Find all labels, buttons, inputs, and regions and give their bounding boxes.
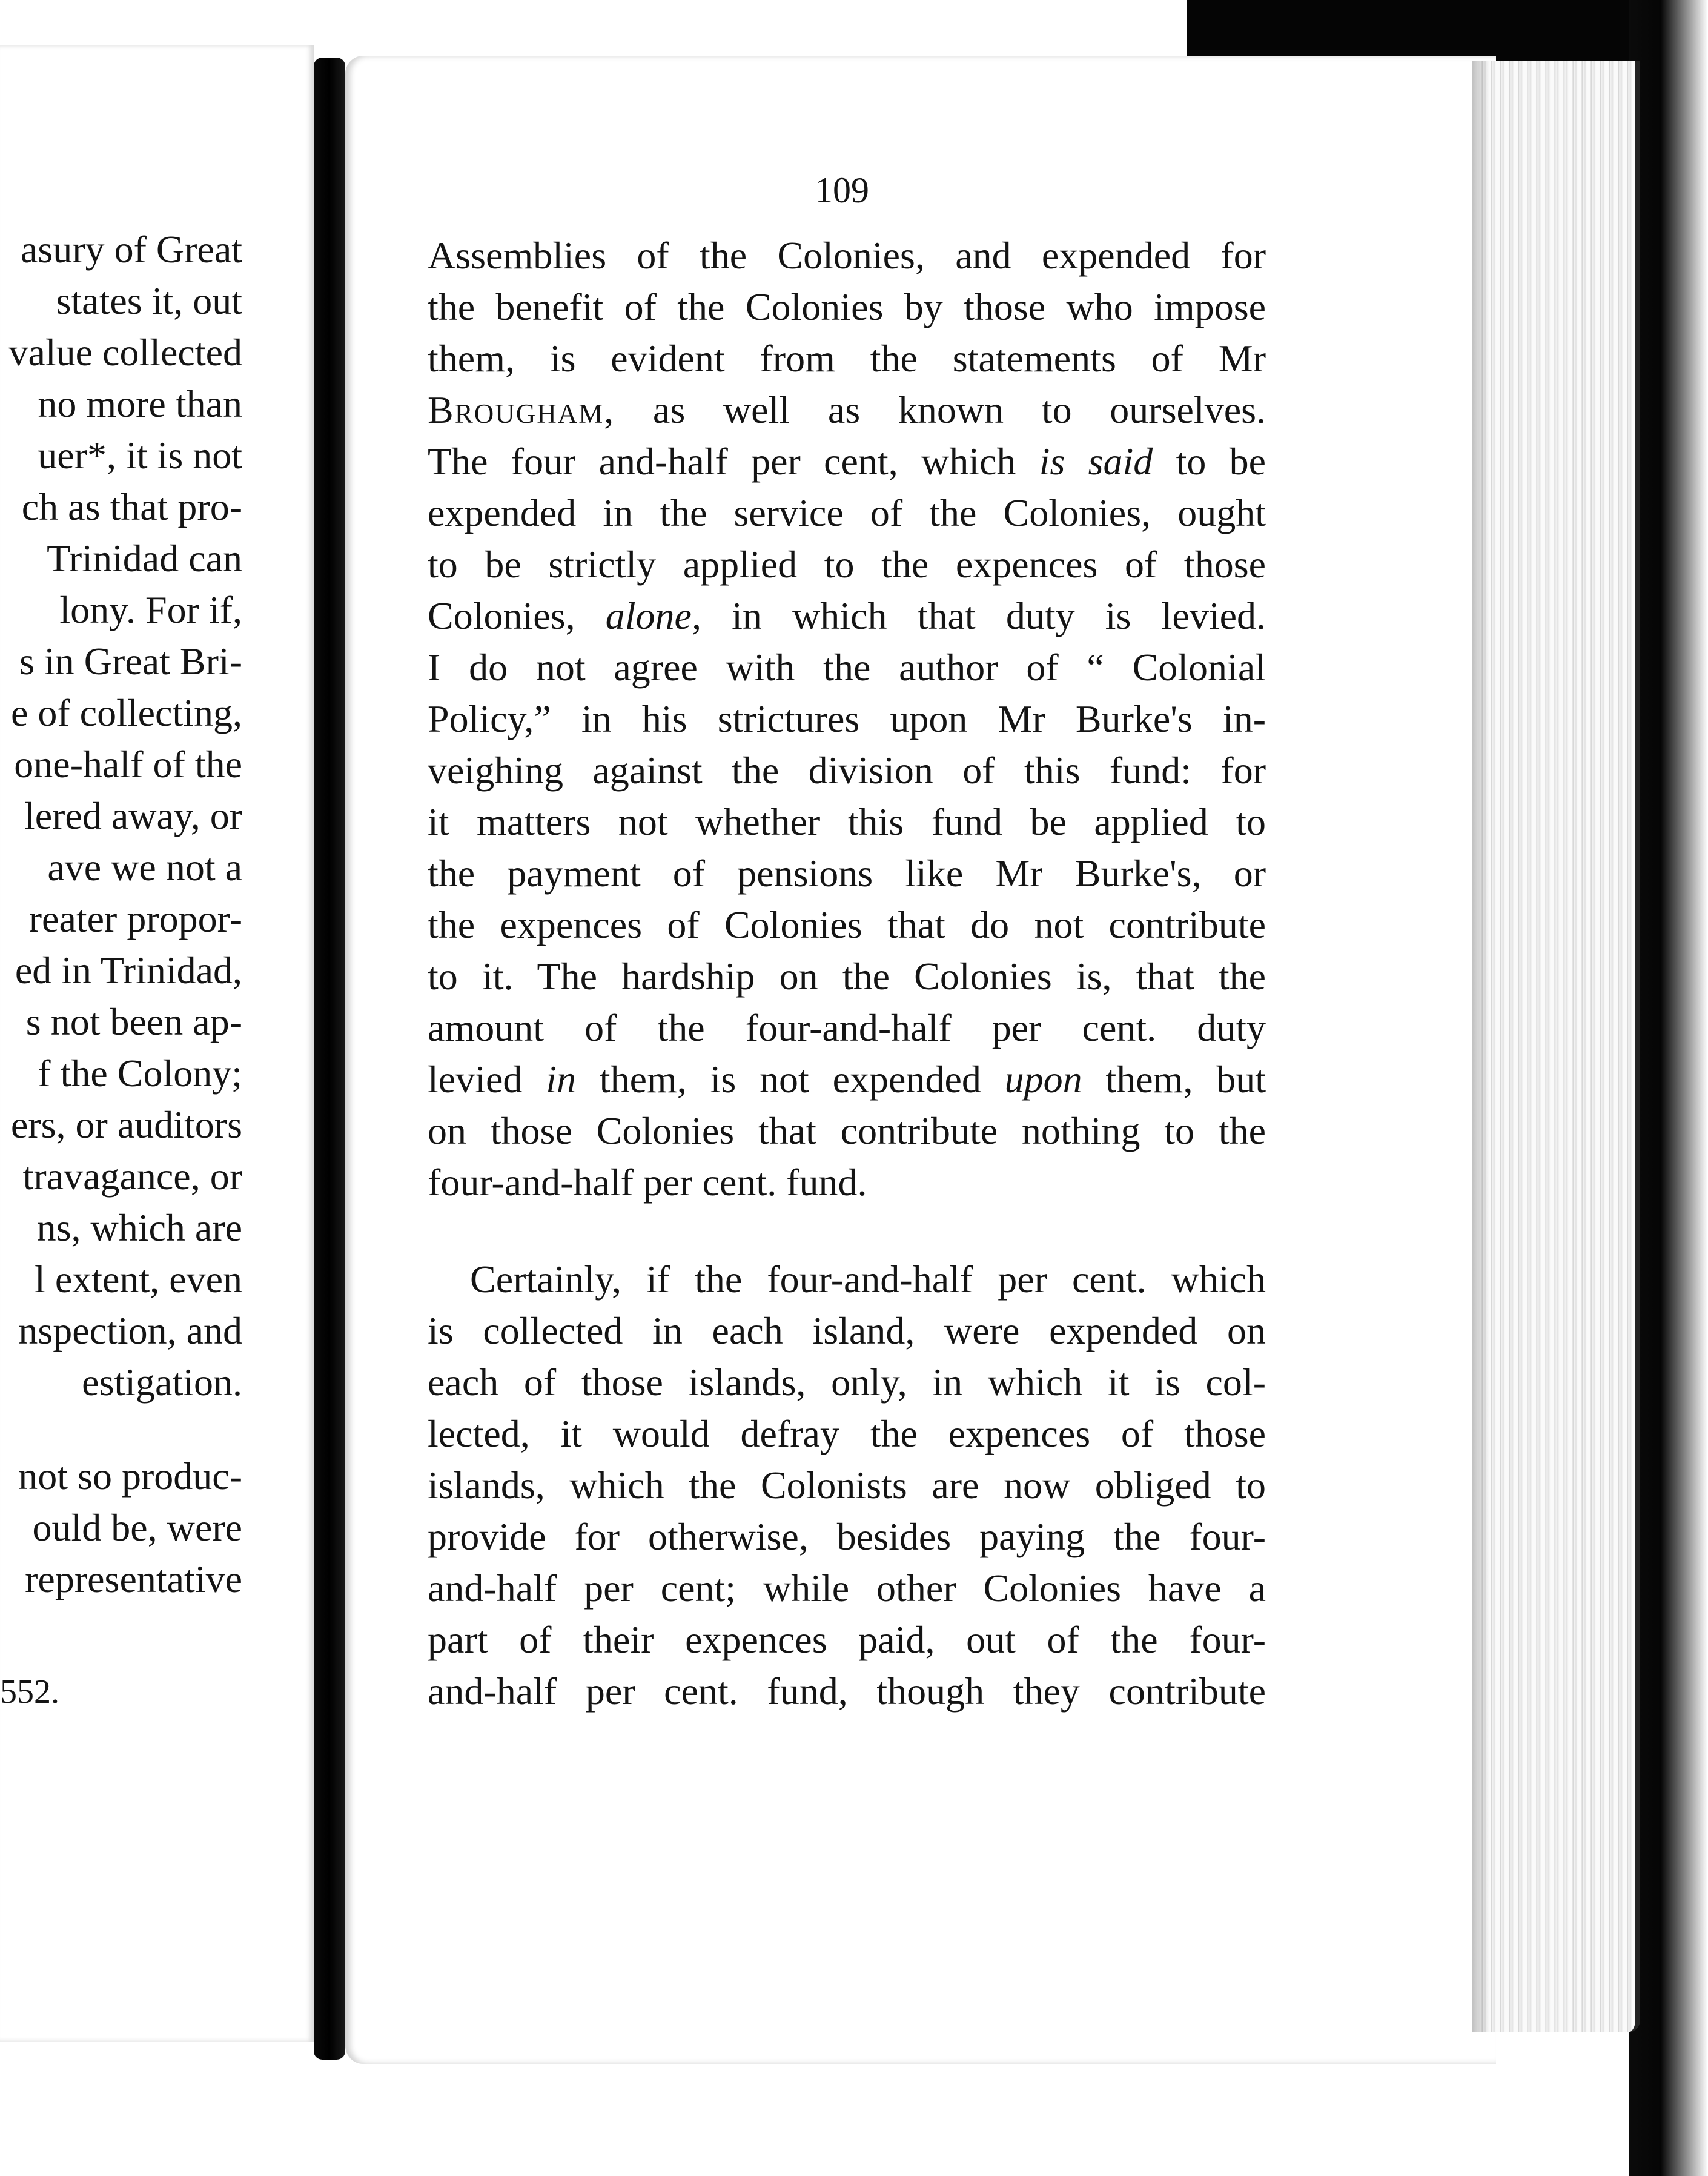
left-line: ave we not a bbox=[47, 846, 242, 889]
book-gutter bbox=[314, 58, 345, 2060]
text-line: provide for otherwise, besides paying the four- bbox=[428, 1515, 1266, 1558]
left-line: representative bbox=[25, 1557, 242, 1600]
text-line: the expences of Colonies that do not contribute bbox=[428, 903, 1266, 946]
italic-emphasis: upon bbox=[1004, 1058, 1082, 1101]
left-line: uer*, it is not bbox=[38, 434, 242, 477]
left-line: value collected bbox=[8, 331, 242, 374]
text-line: it matters not whether this fund be applied to bbox=[428, 800, 1266, 843]
text-line: part of their expences paid, out of the four- bbox=[428, 1618, 1266, 1661]
left-line: e of collecting, bbox=[10, 691, 242, 734]
text-line: the payment of pensions like Mr Burke's, or bbox=[428, 852, 1266, 895]
left-line: states it, out bbox=[56, 279, 242, 322]
left-line: lered away, or bbox=[24, 794, 242, 837]
name-brougham: Brougham, bbox=[428, 388, 615, 431]
left-line: ould be, were bbox=[32, 1506, 242, 1549]
left-line: travagance, or bbox=[22, 1155, 242, 1198]
text-line: The four and-half per cent, which is said to be bbox=[428, 440, 1266, 483]
text-line: and-half per cent; while other Colonies have a bbox=[428, 1567, 1266, 1610]
left-line: Trinidad can bbox=[47, 537, 242, 580]
text-line: the benefit of the Colonies by those who impose bbox=[428, 285, 1266, 328]
italic-emphasis: alone, bbox=[605, 594, 701, 637]
text-line: I do not agree with the author of “ Colonial bbox=[428, 646, 1266, 689]
left-footnote: 552. bbox=[0, 1673, 59, 1711]
text-line: is collected in each island, were expended on bbox=[428, 1309, 1266, 1352]
background-dark-right bbox=[1629, 0, 1708, 2176]
left-line: ers, or auditors bbox=[10, 1103, 242, 1146]
text-line: Assemblies of the Colonies, and expended for bbox=[428, 234, 1266, 277]
left-line: asury of Great bbox=[20, 228, 242, 271]
left-line: ch as that pro- bbox=[21, 485, 242, 528]
text-line: four-and-half per cent. fund. bbox=[428, 1161, 867, 1204]
text-line: and-half per cent. fund, though they contribute bbox=[428, 1670, 1266, 1713]
left-line: s in Great Bri- bbox=[19, 640, 242, 683]
fore-edge-shadow bbox=[1472, 61, 1490, 2032]
text-line: islands, which the Colonists are now obliged to bbox=[428, 1464, 1266, 1507]
left-line: not so produc- bbox=[18, 1455, 242, 1498]
text-line: to it. The hardship on the Colonies is, that the bbox=[428, 955, 1266, 998]
text-line: Brougham, as well as known to ourselves. bbox=[428, 388, 1266, 431]
text-line: them, is evident from the statements of Mr bbox=[428, 337, 1266, 380]
left-line: l extent, even bbox=[35, 1258, 242, 1301]
left-line: one-half of the bbox=[14, 743, 242, 786]
text-line: Policy,” in his strictures upon Mr Burke's in- bbox=[428, 697, 1266, 740]
text-line: Certainly, if the four-and-half per cent. which bbox=[470, 1258, 1266, 1301]
left-line: estigation. bbox=[82, 1361, 242, 1404]
text-line: on those Colonies that contribute nothing to the bbox=[428, 1109, 1266, 1152]
text-line: expended in the service of the Colonies, ought bbox=[428, 491, 1266, 534]
text-line: to be strictly applied to the expences of those bbox=[428, 543, 1266, 586]
left-line: ns, which are bbox=[36, 1206, 242, 1249]
left-line: ed in Trinidad, bbox=[15, 949, 242, 992]
left-line: no more than bbox=[38, 382, 242, 425]
left-line: s not been ap- bbox=[25, 1000, 242, 1043]
text-line: veighing against the division of this fund: for bbox=[428, 749, 1266, 792]
text-line: each of those islands, only, in which it is col- bbox=[428, 1361, 1266, 1404]
left-line: f the Colony; bbox=[38, 1052, 242, 1095]
italic-emphasis: in bbox=[546, 1058, 576, 1101]
italic-emphasis: is said bbox=[1039, 440, 1153, 483]
text-line: levied in them, is not expended upon them, but bbox=[428, 1058, 1266, 1101]
left-line: nspection, and bbox=[18, 1309, 242, 1352]
text-line: Colonies, alone, in which that duty is levied. bbox=[428, 594, 1266, 637]
text-line: amount of the four-and-half per cent. duty bbox=[428, 1006, 1266, 1049]
text-line: lected, it would defray the expences of those bbox=[428, 1412, 1266, 1455]
left-line: reater propor- bbox=[28, 897, 242, 940]
left-line: lony. For if, bbox=[59, 588, 242, 631]
page-number: 109 bbox=[815, 170, 869, 210]
page-fore-edge bbox=[1478, 61, 1640, 2032]
